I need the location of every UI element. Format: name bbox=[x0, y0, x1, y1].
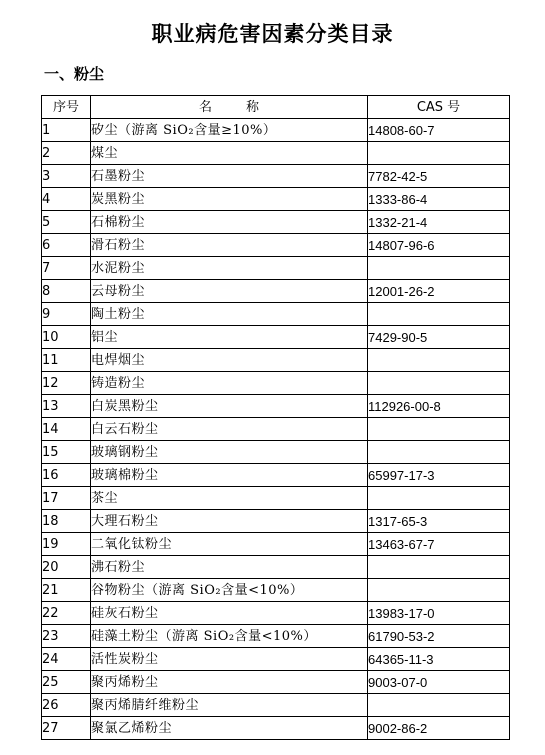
table-row bbox=[42, 188, 510, 211]
header-name bbox=[91, 96, 368, 119]
row-number: 18 bbox=[42, 510, 91, 533]
section-heading: 一、粉尘 bbox=[44, 65, 105, 83]
row-number: 2 bbox=[42, 142, 91, 165]
row-number: 9 bbox=[42, 303, 91, 326]
table-row bbox=[42, 648, 510, 671]
row-cas bbox=[368, 441, 510, 464]
row-number: 17 bbox=[42, 487, 91, 510]
row-name: 石棉粉尘 bbox=[91, 211, 368, 234]
row-name: 白炭黑粉尘 bbox=[91, 395, 368, 418]
table-row bbox=[42, 280, 510, 303]
row-name: 煤尘 bbox=[91, 142, 368, 165]
row-cas bbox=[368, 349, 510, 372]
table-row bbox=[42, 464, 510, 487]
header-name-part-1: 名 bbox=[198, 99, 212, 115]
row-cas: 13463-67-7 bbox=[368, 533, 510, 556]
table-row bbox=[42, 119, 510, 142]
row-number: 3 bbox=[42, 165, 91, 188]
row-cas: 64365-11-3 bbox=[368, 648, 510, 671]
row-number: 12 bbox=[42, 372, 91, 395]
table-row bbox=[42, 579, 510, 602]
row-name: 陶土粉尘 bbox=[91, 303, 368, 326]
table-row bbox=[42, 694, 510, 717]
row-cas bbox=[368, 694, 510, 717]
table-row bbox=[42, 418, 510, 441]
row-cas bbox=[368, 487, 510, 510]
row-name: 滑石粉尘 bbox=[91, 234, 368, 257]
row-name: 二氧化钛粉尘 bbox=[91, 533, 368, 556]
row-number: 26 bbox=[42, 694, 91, 717]
row-name: 水泥粉尘 bbox=[91, 257, 368, 280]
header-name-part-2: 称 bbox=[246, 99, 260, 115]
row-cas: 61790-53-2 bbox=[368, 625, 510, 648]
row-cas: 13983-17-0 bbox=[368, 602, 510, 625]
table-row bbox=[42, 349, 510, 372]
row-cas: 1333-86-4 bbox=[368, 188, 510, 211]
row-cas: 14808-60-7 bbox=[368, 119, 510, 142]
row-cas: 9003-07-0 bbox=[368, 671, 510, 694]
row-name: 沸石粉尘 bbox=[91, 556, 368, 579]
row-name: 硅灰石粉尘 bbox=[91, 602, 368, 625]
row-number: 19 bbox=[42, 533, 91, 556]
table-row bbox=[42, 487, 510, 510]
row-cas: 1332-21-4 bbox=[368, 211, 510, 234]
row-number: 15 bbox=[42, 441, 91, 464]
row-cas: 65997-17-3 bbox=[368, 464, 510, 487]
row-number: 22 bbox=[42, 602, 91, 625]
row-name: 活性炭粉尘 bbox=[91, 648, 368, 671]
row-name: 铸造粉尘 bbox=[91, 372, 368, 395]
row-number: 13 bbox=[42, 395, 91, 418]
table-row bbox=[42, 671, 510, 694]
header-cas: CAS 号 bbox=[368, 96, 510, 119]
table-row bbox=[42, 510, 510, 533]
document-title: 职业病危害因素分类目录 bbox=[151, 21, 394, 46]
row-number: 1 bbox=[42, 119, 91, 142]
table-row bbox=[42, 211, 510, 234]
row-number: 16 bbox=[42, 464, 91, 487]
row-number: 20 bbox=[42, 556, 91, 579]
table-row bbox=[42, 303, 510, 326]
row-cas: 112926-00-8 bbox=[368, 395, 510, 418]
row-number: 24 bbox=[42, 648, 91, 671]
row-cas bbox=[368, 556, 510, 579]
table-row bbox=[42, 326, 510, 349]
table-row bbox=[42, 395, 510, 418]
row-number: 10 bbox=[42, 326, 91, 349]
table-row bbox=[42, 372, 510, 395]
row-number: 8 bbox=[42, 280, 91, 303]
row-name: 电焊烟尘 bbox=[91, 349, 368, 372]
row-cas: 14807-96-6 bbox=[368, 234, 510, 257]
table-row bbox=[42, 602, 510, 625]
table-body bbox=[42, 119, 510, 740]
row-cas: 1317-65-3 bbox=[368, 510, 510, 533]
row-name: 玻璃钢粉尘 bbox=[91, 441, 368, 464]
row-number: 6 bbox=[42, 234, 91, 257]
row-name: 聚丙烯腈纤维粉尘 bbox=[91, 694, 368, 717]
row-cas: 12001-26-2 bbox=[368, 280, 510, 303]
row-name: 白云石粉尘 bbox=[91, 418, 368, 441]
row-cas bbox=[368, 372, 510, 395]
row-number: 21 bbox=[42, 579, 91, 602]
row-number: 11 bbox=[42, 349, 91, 372]
row-cas bbox=[368, 418, 510, 441]
table-row bbox=[42, 556, 510, 579]
row-name: 聚丙烯粉尘 bbox=[91, 671, 368, 694]
table-row bbox=[42, 717, 510, 740]
row-name: 云母粉尘 bbox=[91, 280, 368, 303]
row-cas bbox=[368, 303, 510, 326]
hazard-table bbox=[41, 95, 510, 740]
row-number: 27 bbox=[42, 717, 91, 740]
row-name: 石墨粉尘 bbox=[91, 165, 368, 188]
table-row bbox=[42, 257, 510, 280]
row-name: 炭黑粉尘 bbox=[91, 188, 368, 211]
row-number: 7 bbox=[42, 257, 91, 280]
row-number: 5 bbox=[42, 211, 91, 234]
row-name: 聚氯乙烯粉尘 bbox=[91, 717, 368, 740]
row-cas: 9002-86-2 bbox=[368, 717, 510, 740]
row-cas bbox=[368, 257, 510, 280]
table-row bbox=[42, 165, 510, 188]
row-name: 大理石粉尘 bbox=[91, 510, 368, 533]
row-number: 4 bbox=[42, 188, 91, 211]
row-name: 玻璃棉粉尘 bbox=[91, 464, 368, 487]
row-name: 谷物粉尘（游离 SiO₂含量<10%） bbox=[91, 579, 368, 602]
table-row bbox=[42, 533, 510, 556]
row-cas: 7782-42-5 bbox=[368, 165, 510, 188]
table-row bbox=[42, 234, 510, 257]
header-number: 序号 bbox=[42, 96, 91, 119]
row-number: 14 bbox=[42, 418, 91, 441]
row-cas bbox=[368, 142, 510, 165]
table-row bbox=[42, 625, 510, 648]
row-number: 23 bbox=[42, 625, 91, 648]
table-row bbox=[42, 441, 510, 464]
row-name: 硅藻土粉尘（游离 SiO₂含量<10%） bbox=[91, 625, 368, 648]
table-row bbox=[42, 142, 510, 165]
row-name: 茶尘 bbox=[91, 487, 368, 510]
table-header-row bbox=[42, 96, 510, 119]
row-cas bbox=[368, 579, 510, 602]
row-name: 矽尘（游离 SiO₂含量≥10%） bbox=[91, 119, 368, 142]
row-cas: 7429-90-5 bbox=[368, 326, 510, 349]
row-name: 铝尘 bbox=[91, 326, 368, 349]
row-number: 25 bbox=[42, 671, 91, 694]
